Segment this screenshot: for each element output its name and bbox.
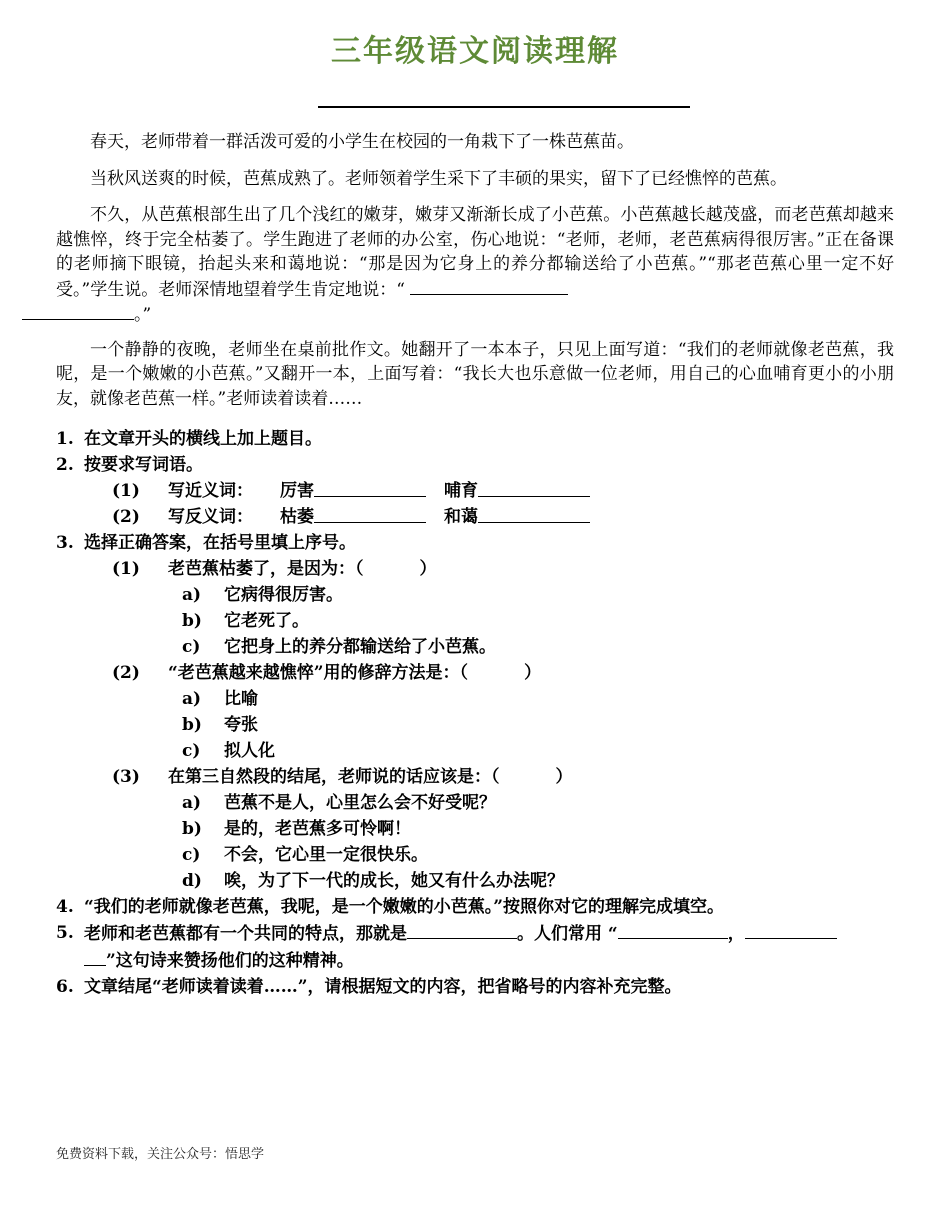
option-text: 它把身上的养分都输送给了小芭蕉。	[224, 637, 496, 657]
option-letter: c)	[182, 845, 201, 865]
word: 哺育	[444, 481, 478, 501]
question-text: 按要求写词语。	[84, 455, 203, 475]
reading-passage	[56, 130, 894, 423]
question-3-sub-2	[56, 660, 894, 686]
paragraph-3-text: 不久，从芭蕉根部生出了几个浅红的嫩芽，嫩芽又渐渐长成了小芭蕉。小芭蕉越长越茂盛，而老芭蕉却越来越憔悴，终于完全枯萎了。学生跑进了老师的办公室，伤心地说：“老师，老师，老芭蕉病得很厉害。”正在备课的老师摘下眼镜，抬起头来和蔼地说：“那是因为它身上的养分都输送给了小芭蕉。”“那老芭蕉心里一定不好受。”学生说。老师深情地望着学生肯定地说：“	[56, 205, 894, 300]
option-letter: c)	[182, 637, 201, 657]
option	[56, 686, 894, 712]
question-text-part: ，	[727, 924, 745, 944]
option-text: 拟人化	[224, 741, 275, 761]
paren-close: ）	[419, 559, 437, 579]
option-letter: c)	[182, 741, 201, 761]
option-text: 唉，为了下一代的成长，她又有什么办法呢？	[224, 871, 564, 891]
option-letter: b)	[182, 819, 202, 839]
sub-number: (2)	[112, 507, 140, 527]
answer-paren[interactable]	[364, 556, 420, 582]
question-text: 文章结尾“老师读着读着……”，请根据短文的内容，把省略号的内容补充完整。	[84, 977, 682, 997]
question-2-sub-1	[56, 478, 894, 504]
question-number: 3.	[56, 533, 74, 553]
sub-text: “老芭蕉越来越憔悴”用的修辞方法是：（	[168, 663, 469, 683]
option-text: 是的，老芭蕉多可怜啊！	[224, 819, 411, 839]
sub-number: (3)	[112, 767, 140, 787]
paragraph-3-end: 。”	[134, 305, 152, 325]
question-3-sub-3	[56, 764, 894, 790]
option-text: 芭蕉不是人，心里怎么会不好受呢？	[224, 793, 496, 813]
answer-blank[interactable]	[407, 920, 517, 939]
paragraph-4: 一个静静的夜晚，老师坐在桌前批作文。她翻开了一本本子，只见上面写道：“我们的老师就像老芭蕉，我呢，是一个嫩嫩的小芭蕉。”又翻开一本，上面写着：“我长大也乐意做一位老师，用自己的心血哺育更小的小朋友，就像老芭蕉一样。”老师读着读着……	[56, 339, 894, 409]
option-text: 它病得很厉害。	[224, 585, 343, 605]
question-number: 1.	[56, 429, 74, 449]
option-letter: d)	[182, 871, 202, 891]
option-text: 不会，它心里一定很快乐。	[224, 845, 428, 865]
sub-label: 写近义词：	[168, 481, 253, 501]
option-letter: a)	[182, 689, 202, 709]
option	[56, 868, 894, 894]
question-number: 2.	[56, 455, 74, 475]
sub-text: 在第三自然段的结尾，老师说的话应该是：（	[168, 767, 500, 787]
sub-label: 写反义词：	[168, 507, 253, 527]
option-letter: b)	[182, 611, 202, 631]
question-number: 6.	[56, 977, 74, 997]
answer-paren[interactable]	[500, 764, 556, 790]
word: 枯萎	[280, 507, 314, 527]
question-number: 4.	[56, 897, 74, 917]
option-text: 夸张	[224, 715, 258, 735]
sub-number: (1)	[112, 481, 140, 501]
question-2-sub-2	[56, 504, 894, 530]
question-3-sub-1	[56, 556, 894, 582]
question-text-part: 。人们常用 “	[517, 924, 618, 944]
word: 厉害	[280, 481, 314, 501]
option-letter: a)	[182, 793, 202, 813]
word: 和蔼	[444, 507, 478, 527]
answer-blank[interactable]	[478, 478, 590, 497]
paragraph-1: 春天，老师带着一群活泼可爱的小学生在校园的一角栽下了一株芭蕉苗。	[90, 132, 634, 152]
paren-close: ）	[555, 767, 573, 787]
question-4	[56, 894, 894, 920]
option	[56, 712, 894, 738]
answer-blank[interactable]	[410, 277, 568, 295]
option	[56, 738, 894, 764]
answer-blank[interactable]	[478, 504, 590, 523]
question-list	[56, 426, 894, 1000]
question-text: 选择正确答案，在括号里填上序号。	[84, 533, 356, 553]
answer-blank[interactable]	[84, 947, 106, 966]
option-letter: a)	[182, 585, 202, 605]
page-title: 三年级语文阅读理解	[331, 34, 619, 69]
question-1	[56, 426, 894, 452]
answer-blank[interactable]	[314, 504, 426, 523]
question-text: 在文章开头的横线上加上题目。	[84, 429, 322, 449]
paragraph-2: 当秋风送爽的时候，芭蕉成熟了。老师领着学生采下了丰硕的果实，留下了已经憔悴的芭蕉。	[90, 168, 787, 189]
question-number: 5.	[56, 923, 74, 943]
option	[56, 582, 894, 608]
sub-text: 老芭蕉枯萎了，是因为：（	[168, 559, 364, 579]
answer-blank[interactable]	[314, 478, 426, 497]
question-text: “我们的老师就像老芭蕉，我呢，是一个嫩嫩的小芭蕉。”按照你对它的理解完成填空。	[84, 897, 725, 917]
answer-blank[interactable]	[745, 920, 837, 939]
option	[56, 634, 894, 660]
option	[56, 608, 894, 634]
option-letter: b)	[182, 715, 202, 735]
sub-number: (2)	[112, 663, 140, 683]
paren-close: ）	[524, 663, 542, 683]
option-text: 它老死了。	[224, 611, 309, 631]
title-blank-line[interactable]	[318, 106, 690, 108]
question-text	[84, 920, 894, 974]
sub-number: (1)	[112, 559, 140, 579]
question-6	[56, 974, 894, 1000]
question-5	[56, 920, 894, 974]
answer-blank[interactable]	[618, 920, 728, 939]
question-text-part: 老师和老芭蕉都有一个共同的特点，那就是	[84, 924, 407, 944]
option	[56, 816, 894, 842]
paragraph-3	[56, 203, 894, 328]
footer-note: 免费资料下载，关注公众号：悟思学	[56, 1147, 265, 1162]
option	[56, 790, 894, 816]
question-2	[56, 452, 894, 478]
answer-blank[interactable]	[22, 302, 134, 320]
option-text: 比喻	[224, 689, 258, 709]
option	[56, 842, 894, 868]
answer-paren[interactable]	[468, 660, 524, 686]
question-3	[56, 530, 894, 556]
question-text-part: ”这句诗来赞扬他们的这种精神。	[106, 951, 354, 971]
